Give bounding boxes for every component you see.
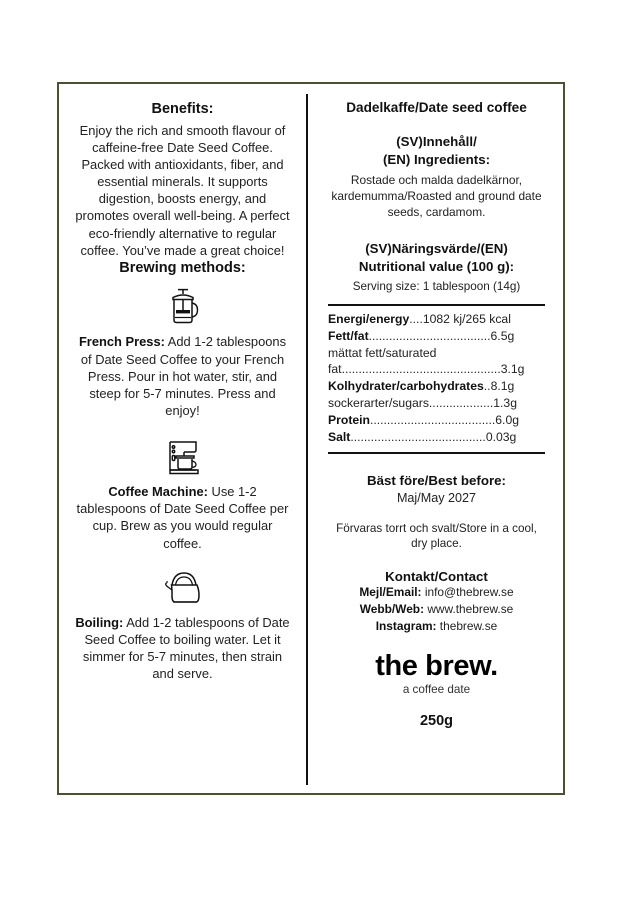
coffee-machine-instructions: Use 1-2 tablespoons of Date Seed Coffee per cup. Brew as you would regular coffee. — [76, 484, 289, 551]
nutrition-row-name: sockerarter/sugars — [328, 396, 429, 411]
coffee-machine-icon — [73, 437, 292, 477]
brand-logo: the brew. — [375, 649, 498, 682]
nutrition-row — [328, 378, 545, 395]
nutrition-row-value: 6.5g — [490, 328, 515, 343]
brewing-method-boiling — [73, 570, 292, 683]
nutrition-row-dots: ............................................... — [341, 362, 501, 377]
contact-email-row — [324, 584, 549, 601]
brewing-methods-title: Brewing methods: — [119, 259, 246, 276]
brand-tagline: a coffee date — [402, 683, 471, 697]
nutrition-row-name: Fett/fat — [328, 328, 369, 343]
contact-email-value[interactable]: info@thebrew.se — [421, 585, 514, 600]
nutrition-row-name: fat — [328, 362, 342, 377]
nutrition-row-name: Salt — [328, 429, 351, 444]
nutrition-row — [328, 412, 545, 429]
benefits-body: Enjoy the rich and smooth flavour of caffeine-free Date Seed Coffee. Packed with antioxidants, fiber, and essential minerals. It supports digestion, boosts energy, and promotes overall well-being. A perfect eco-friendly alternative to regular coffee. You’ve made a great choice! — [75, 122, 290, 258]
coffee-machine-description — [73, 483, 292, 552]
nutrition-row-dots: .. — [483, 379, 491, 394]
contact-web-label: Webb/Web: — [359, 602, 425, 617]
nutrition-row-dots: ..................................... — [369, 412, 496, 427]
nutrition-title — [324, 240, 549, 276]
boiling-description — [73, 614, 292, 683]
contact-web-row — [324, 601, 549, 618]
nutrition-row — [328, 328, 545, 345]
brewing-method-coffee-machine — [73, 437, 292, 552]
french-press-instructions: Add 1-2 tablespoons of Date Seed Coffee to your French Press. Pour in hot water, stir, and steep for 5-7 minutes. Press and enjoy! — [80, 334, 287, 418]
nutrition-row — [328, 429, 545, 446]
nutrition-row-value: 8.1g — [490, 379, 515, 394]
nutrition-row-dots: .................................... — [368, 328, 491, 343]
net-weight: 250g — [419, 713, 454, 730]
brewing-method-french-press — [73, 287, 292, 419]
nutrition-title-sv: (SV)Näringsvärde/(EN) — [365, 241, 508, 257]
boiling-label: Boiling: — [75, 614, 124, 630]
nutrition-row-dots: ........................................ — [350, 429, 486, 444]
french-press-description — [73, 333, 292, 419]
product-name: Dadelkaffe/Date seed coffee — [346, 100, 527, 115]
nutrition-row-value: 3.1g — [500, 362, 525, 377]
nutrition-row — [328, 345, 545, 362]
best-before-date: Maj/May 2027 — [396, 490, 477, 505]
ingredients-title — [324, 133, 549, 169]
nutrition-row — [328, 395, 545, 412]
nutrition-row-name: Energi/energy — [328, 311, 410, 326]
nutrition-row-name: mättat fett/saturated — [328, 345, 437, 360]
contact-title: Kontakt/Contact — [385, 569, 488, 585]
nutrition-row-value: 6.0g — [495, 412, 520, 427]
nutrition-row-dots: .... — [409, 311, 423, 326]
nutrition-row-name: Kolhydrater/carbohydrates — [328, 379, 484, 394]
label-columns — [59, 84, 563, 793]
nutrition-row-name: Protein — [328, 412, 370, 427]
boiling-instructions: Add 1-2 tablespoons of Date Seed Coffee to boiling water. Let it simmer for 5-7 minutes, then strain and serve. — [82, 614, 290, 682]
nutrition-row-value: 0.03g — [485, 429, 517, 444]
best-before-title: Bäst före/Best before: — [367, 472, 506, 488]
ingredients-title-en: (EN) Ingredients: — [382, 151, 491, 167]
contact-web-value[interactable]: www.thebrew.se — [424, 602, 514, 617]
coffee-machine-label: Coffee Machine: — [108, 484, 208, 500]
ingredients-title-sv: (SV)Innehåll/ — [396, 134, 477, 149]
product-label-frame — [57, 82, 565, 795]
nutrition-row-value: 1082 kj/265 kcal — [422, 311, 511, 326]
french-press-label: French Press: — [78, 334, 165, 350]
ingredients-body: Rostade och malda dadelkärnor, kardemumma/Roasted and ground date seeds, cardamom. — [331, 172, 542, 219]
benefits-title: Benefits: — [151, 101, 214, 117]
contact-instagram-value[interactable]: thebrew.se — [436, 618, 498, 633]
contact-instagram-label: Instagram: — [375, 618, 437, 633]
contact-email-label: Mejl/Email: — [359, 585, 422, 600]
left-column — [59, 84, 306, 793]
french-press-icon — [73, 287, 292, 327]
nutrition-table — [328, 304, 545, 454]
nutrition-row-dots: ................... — [428, 396, 494, 411]
contact-instagram-row — [324, 618, 549, 635]
kettle-icon — [73, 570, 292, 608]
storage-instructions: Förvaras torrt och svalt/Store in a cool, dry place. — [336, 521, 537, 551]
nutrition-row — [328, 361, 545, 378]
nutrition-row — [328, 311, 545, 328]
serving-size: Serving size: 1 tablespoon (14g) — [352, 279, 521, 293]
nutrition-title-en: Nutritional value (100 g): — [358, 259, 515, 274]
right-column — [308, 84, 563, 793]
nutrition-row-value: 1.3g — [493, 396, 517, 411]
